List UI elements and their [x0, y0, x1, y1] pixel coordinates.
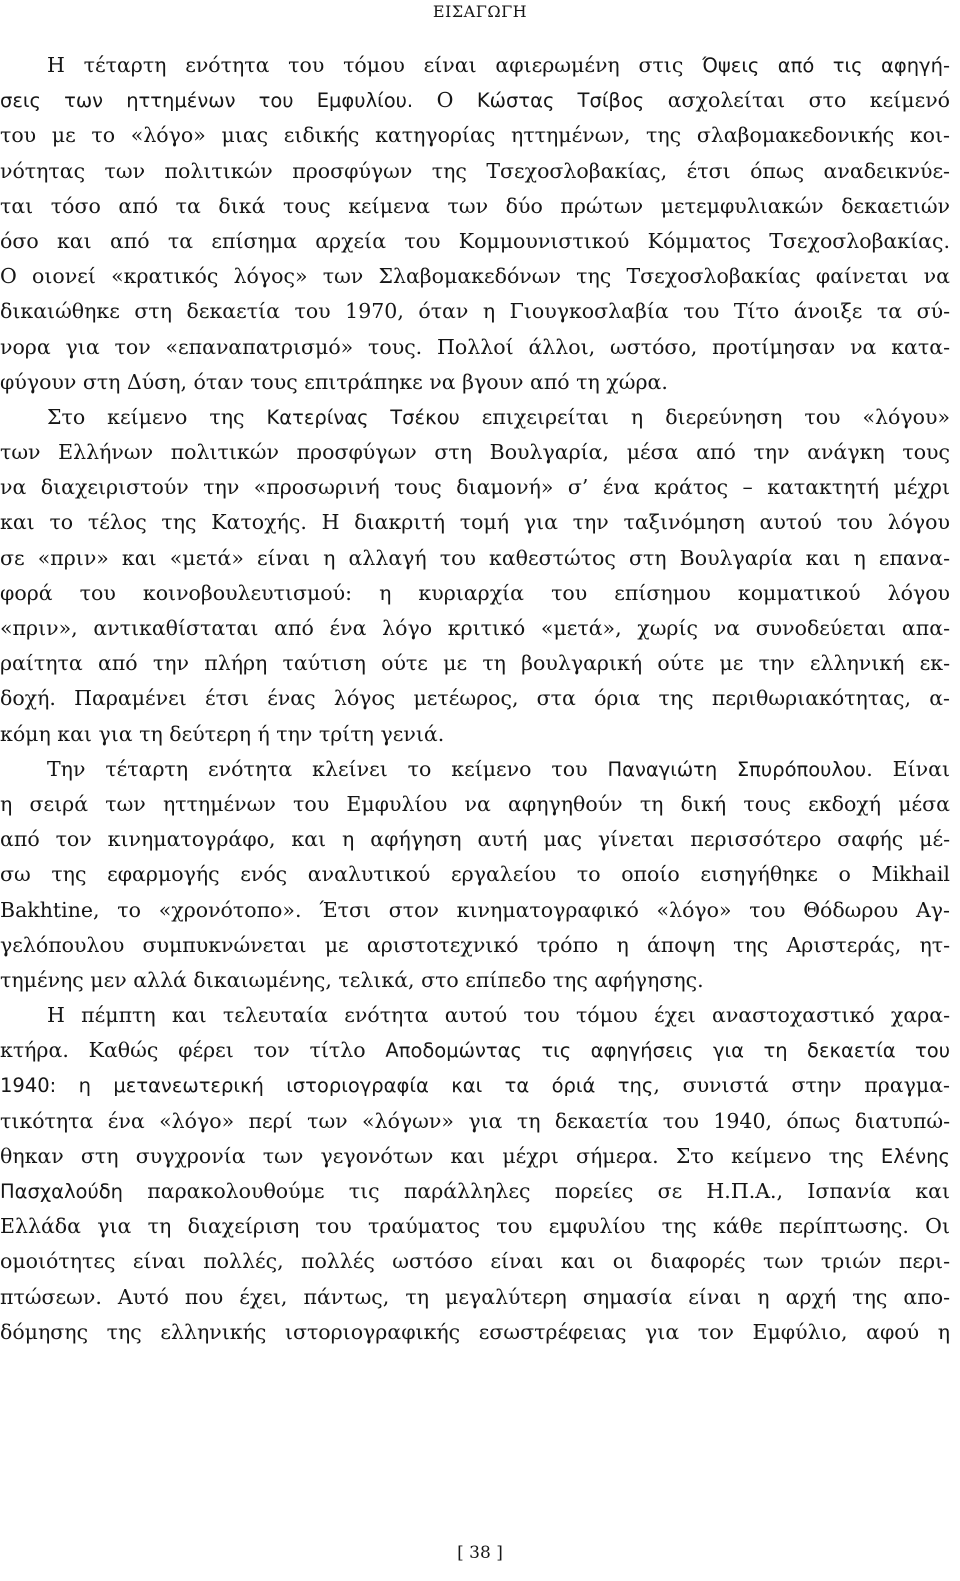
text-segment: να διαχειριστούν την «προσωρινή τους διαμονή» σ’ ένα κράτος – κατακτητή μέχρι: [0, 475, 950, 500]
text-segment: Bakhtine, το «χρονότοπο». Έτσι στον κινηματογραφικό «λόγο» του Θόδωρου Αγ-: [0, 897, 950, 922]
text-segment: πτώσεων. Αυτό που έχει, πάντως, τη μεγαλύτερη σημασία είναι η αρχή της απο-: [0, 1284, 950, 1309]
text-segment: «πριν», αντικαθίσταται από ένα λόγο κριτικό «μετά», χωρίς να συνοδεύεται απα-: [0, 616, 950, 640]
text-segment: η σειρά των ηττημένων του Εμφυλίου να αφηγηθούν τη δική τους εκδοχή μέσα: [0, 791, 950, 816]
text-line: [0, 154, 950, 189]
text-segment: σε «πριν» και «μετά» είναι η αλλαγή του καθεστώτος στη Βουλγαρία και η επανα-: [0, 545, 950, 570]
text-segment: κόμη και για τη δεύτερη ή την τρίτη γενιά.: [0, 721, 445, 746]
text-line: [0, 259, 950, 294]
running-head: ΕΙΣΑΓΩΓΗ: [432, 2, 528, 21]
text-segment: φορά του κοινοβουλευτισμού: η κυριαρχία του επίσημου κομματικού λόγου: [0, 580, 950, 605]
text-line: [0, 752, 950, 787]
text-segment: Την τέταρτη ενότητα κλείνει το κείμενο του: [47, 756, 608, 781]
text-segment: δικαιώθηκε στη δεκαετία του 1970, όταν η Γιουγκοσλαβία του Τίτο άνοιξε τα σύ-: [0, 299, 950, 324]
highlighted-title-text: Ελένης: [880, 1144, 950, 1168]
page-number: [ 38 ]: [457, 1543, 503, 1563]
highlighted-title-text: σεις των ηττημένων του Εμφυλίου.: [0, 89, 414, 113]
text-line: [0, 822, 950, 857]
text-line: [0, 1139, 950, 1174]
text-line: [0, 1068, 950, 1103]
text-segment: ομοιότητες είναι πολλές, πολλές ωστόσο είναι και οι διαφορές των τριών περι-: [0, 1249, 950, 1274]
text-segment: νότητας των πολιτικών προσφύγων της Τσεχοσλοβακίας, έτσι όπως αναδεικνύε-: [0, 158, 950, 183]
text-line: [0, 576, 950, 611]
text-segment: σω της εφαρμογής ενός αναλυτικού εργαλείου το οποίο εισηγήθηκε ο Mikhail: [0, 862, 950, 887]
text-line: [0, 1033, 950, 1068]
text-line: [0, 611, 950, 646]
text-line: [0, 1280, 950, 1315]
body-text: [0, 48, 950, 1350]
highlighted-title-text: Παναγιώτη Σπυρόπουλου: [607, 757, 867, 781]
highlighted-title-text: Πασχαλούδη: [0, 1180, 124, 1203]
text-segment: ασχολείται στο κείμενό: [644, 88, 951, 113]
text-segment: Στο κείμενο της: [47, 404, 267, 429]
text-segment: Ο: [413, 88, 477, 113]
text-segment: ραίτητα από την πλήρη ταύτιση ούτε με τη βουλγαρική ούτε με την ελληνική εκ-: [0, 651, 950, 676]
text-line: [0, 787, 950, 822]
text-line: [0, 505, 950, 540]
text-segment: Η πέμπτη και τελευταία ενότητα αυτού του τόμου έχει αναστοχαστικό χαρα-: [47, 1003, 950, 1028]
text-segment: Η τέταρτη ενότητα του τόμου είναι αφιερωμένη στις: [47, 53, 703, 77]
text-segment: . Είναι: [866, 756, 950, 781]
text-line: [0, 400, 950, 435]
text-line: [0, 48, 950, 83]
text-line: [0, 998, 950, 1033]
highlighted-title-text: Όψεις από τις αφηγή-: [702, 54, 950, 77]
text-line: [0, 857, 950, 892]
text-line: [0, 646, 950, 681]
highlighted-title-text: Κατερίνας Τσέκου: [266, 405, 460, 429]
text-segment: κτήρα. Καθώς φέρει τον τίτλο: [0, 1038, 386, 1063]
text-line: [0, 1209, 950, 1244]
text-line: [0, 1104, 950, 1139]
text-line: [0, 1174, 950, 1209]
text-line: [0, 294, 950, 329]
text-line: [0, 435, 950, 470]
text-segment: τικότητα ένα «λόγο» περί των «λόγων» για τη δεκαετία του 1940, όπως διατυπώ-: [0, 1108, 950, 1133]
text-line: [0, 681, 950, 716]
text-line: [0, 1315, 950, 1350]
text-segment: ται τόσο από τα δικά τους κείμενα των δύο πρώτων μετεμφυλιακών δεκαετιών: [0, 193, 950, 218]
highlighted-title-text: 1940: η μετανεωτερική ιστοριογραφία και τα όριά της: [0, 1074, 654, 1098]
text-segment: δόμησης της ελληνικής ιστοριογραφικής εσωστρέφειας για τον Εμφύλιο, αφού η: [0, 1319, 950, 1344]
text-line: [0, 717, 950, 752]
text-line: [0, 83, 950, 118]
text-line: [0, 118, 950, 153]
text-segment: δοχή. Παραμένει έτσι ένας λόγος μετέωρος, στα όρια της περιθωριακότητας, α-: [0, 686, 950, 711]
text-segment: τημένης μεν αλλά δικαιωμένης, τελικά, στο επίπεδο της αφήγησης.: [0, 967, 704, 992]
highlighted-title-text: Αποδομώντας τις αφηγήσεις για τη δεκαετία του: [385, 1039, 950, 1063]
text-segment: , συνιστά στην πραγμα-: [653, 1073, 950, 1098]
text-line: [0, 365, 950, 400]
text-line: [0, 189, 950, 224]
text-line: [0, 1244, 950, 1279]
text-segment: παρακολουθούμε τις παράλληλες πορείες σε Η.Π.Α., Ισπανία και: [123, 1179, 950, 1203]
text-segment: του με το «λόγο» μιας ειδικής κατηγορίας ηττημένων, της σλαβομακεδονικής κοι-: [0, 123, 950, 148]
text-segment: επιχειρείται η διερεύνηση του «λόγου»: [459, 404, 950, 429]
text-segment: γελόπουλου συμπυκνώνεται με αριστοτεχνικό τρόπο η άποψη της Αριστεράς, ητ-: [0, 932, 950, 957]
text-segment: νορα για τον «επαναπατρισμό» τους. Πολλοί άλλοι, ωστόσο, προτίμησαν να κατα-: [0, 334, 950, 359]
text-line: [0, 224, 950, 259]
text-segment: Ο οιονεί «κρατικός λόγος» των Σλαβομακεδόνων της Τσεχοσλοβακίας φαίνεται να: [0, 264, 950, 289]
text-segment: και το τέλος της Κατοχής. Η διακριτή τομή για την ταξινόμηση αυτού του λόγου: [0, 510, 950, 535]
text-segment: φύγουν στη Δύση, όταν τους επιτράπηκε να βγουν από τη χώρα.: [0, 369, 668, 394]
text-line: [0, 928, 950, 963]
text-line: [0, 963, 950, 998]
text-line: [0, 541, 950, 576]
text-segment: των Ελλήνων πολιτικών προσφύγων στη Βουλγαρία, μέσα από την ανάγκη τους: [0, 440, 950, 465]
text-segment: Ελλάδα για τη διαχείριση του τραύματος του εμφυλίου της κάθε περίπτωσης. Οι: [0, 1214, 950, 1239]
text-segment: όσο και από τα επίσημα αρχεία του Κομμουνιστικού Κόμματος Τσεχοσλοβακίας.: [0, 228, 950, 253]
text-line: [0, 893, 950, 928]
text-line: [0, 330, 950, 365]
text-segment: θηκαν στη συγχρονία των γεγονότων και μέχρι σήμερα. Στο κείμενο της: [0, 1143, 881, 1168]
text-segment: από τον κινηματογράφο, και η αφήγηση αυτή μας γίνεται περισσότερο σαφής μέ-: [0, 827, 950, 852]
highlighted-title-text: Κώστας Τσίβος: [476, 89, 645, 113]
text-line: [0, 470, 950, 505]
